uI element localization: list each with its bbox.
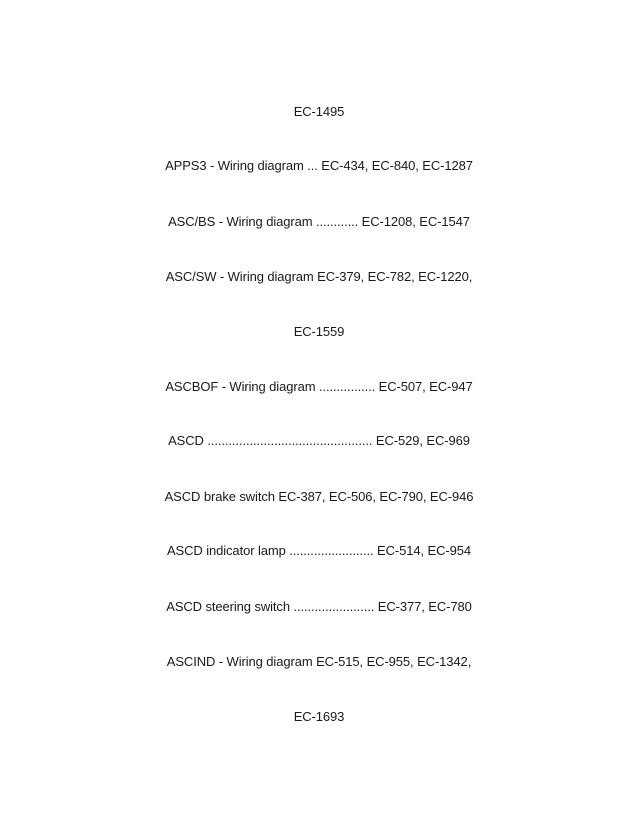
index-line-continuation: EC-1495 [293, 104, 345, 119]
index-entry: ASCD indicator lamp ........................ EC-514, EC-954 [166, 543, 472, 558]
index-entry: ASCD brake switch EC-387, EC-506, EC-790, EC-946 [164, 489, 474, 504]
index-entry: ASCD steering switch ....................... EC-377, EC-780 [166, 599, 472, 614]
index-entry: APPS3 - Wiring diagram ... EC-434, EC-840, EC-1287 [165, 158, 473, 173]
index-entry: ASC/BS - Wiring diagram ............ EC-1208, EC-1547 [168, 214, 470, 229]
index-line-continuation: EC-1559 [293, 324, 345, 339]
index-line-continuation: EC-1693 [293, 709, 345, 724]
index-entry: ASC/SW - Wiring diagram EC-379, EC-782, EC-1220, [165, 269, 473, 284]
index-entry: ASCBOF - Wiring diagram ................ EC-507, EC-947 [165, 379, 473, 394]
index-entry: ASCIND - Wiring diagram EC-515, EC-955, EC-1342, [166, 654, 472, 669]
index-entry: ASCD ............................................... EC-529, EC-969 [168, 433, 470, 448]
